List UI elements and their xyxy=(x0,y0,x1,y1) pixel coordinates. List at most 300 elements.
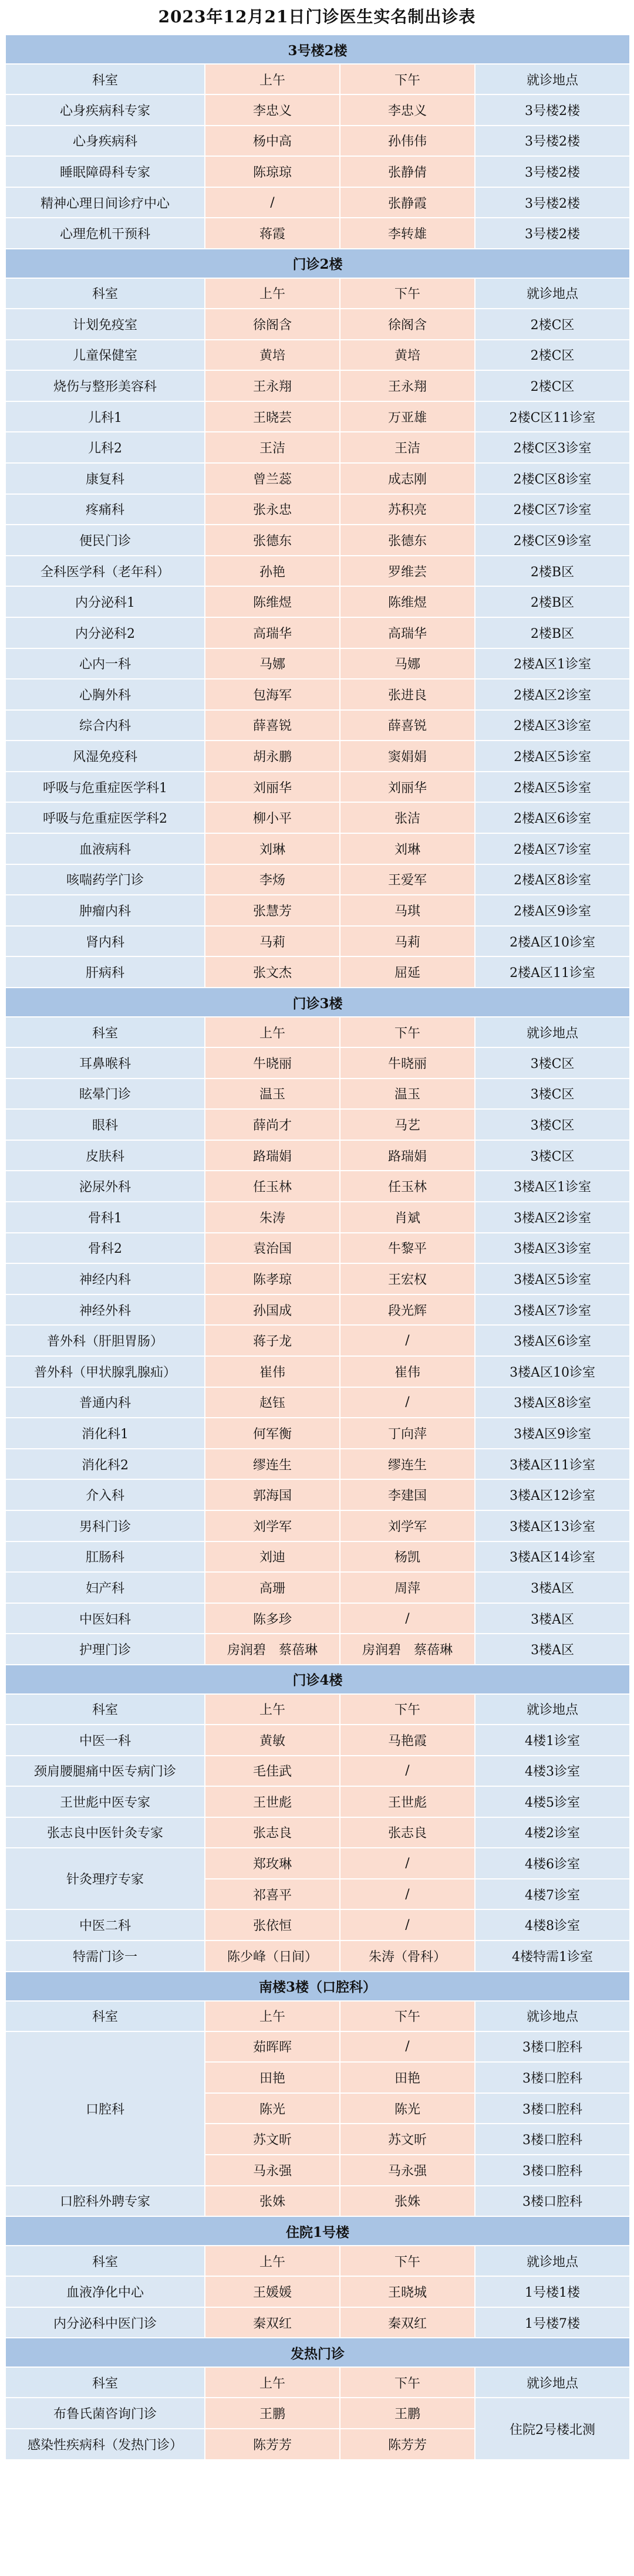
table-row xyxy=(5,126,630,157)
header-dept: 科室 xyxy=(5,2246,205,2276)
location-cell: 3号楼2楼 xyxy=(475,94,630,126)
header-am: 上午 xyxy=(205,2246,340,2276)
location-cell: 4楼8诊室 xyxy=(475,1909,630,1941)
location-cell: 2楼A区8诊室 xyxy=(475,864,630,895)
pm-doctor-cell: 张进良 xyxy=(340,679,475,710)
department-cell: 中医一科 xyxy=(5,1725,205,1756)
page-title: 2023年12月21日门诊医生实名制出诊表 xyxy=(158,7,476,26)
pm-doctor-cell: 朱涛（骨科） xyxy=(340,1941,475,1972)
am-doctor-cell: 孙艳 xyxy=(205,556,340,587)
location-cell: 2楼A区7诊室 xyxy=(475,833,630,864)
department-cell: 咳喘药学门诊 xyxy=(5,864,205,895)
pm-doctor-cell: 缪连生 xyxy=(340,1449,475,1480)
column-header-row xyxy=(5,2367,630,2398)
am-doctor-cell: 王鹏 xyxy=(205,2398,340,2429)
header-dept: 科室 xyxy=(5,278,205,309)
table-row xyxy=(5,648,630,680)
am-doctor-cell: 张志良 xyxy=(205,1817,340,1848)
am-doctor-cell: 杨中高 xyxy=(205,126,340,157)
table-row xyxy=(5,1510,630,1541)
department-cell: 肾内科 xyxy=(5,926,205,957)
pm-doctor-cell: 孙伟伟 xyxy=(340,126,475,157)
department-cell: 中医妇科 xyxy=(5,1603,205,1634)
table-row xyxy=(5,1848,630,1879)
department-cell: 普外科（肝胆胃肠） xyxy=(5,1325,205,1356)
am-doctor-cell: 李炀 xyxy=(205,864,340,895)
header-pm: 下午 xyxy=(340,2001,475,2031)
am-doctor-cell: 陈光 xyxy=(205,2093,340,2124)
pm-doctor-cell: 路瑞娟 xyxy=(340,1140,475,1171)
section-title: 门诊3楼 xyxy=(5,988,630,1017)
location-cell: 4楼1诊室 xyxy=(475,1725,630,1756)
location-cell: 3楼口腔科 xyxy=(475,2124,630,2155)
am-doctor-cell: 薛喜锐 xyxy=(205,710,340,741)
pm-doctor-cell: 马永强 xyxy=(340,2155,475,2186)
am-doctor-cell: 路瑞娟 xyxy=(205,1140,340,1171)
pm-doctor-cell: / xyxy=(340,1756,475,1787)
header-location: 就诊地点 xyxy=(475,1694,630,1725)
header-am: 上午 xyxy=(205,2367,340,2398)
pm-doctor-cell: 陈维煜 xyxy=(340,586,475,617)
table-row xyxy=(5,1233,630,1264)
pm-doctor-cell: 秦双红 xyxy=(340,2307,475,2338)
table-row xyxy=(5,1356,630,1387)
department-cell: 肝病科 xyxy=(5,956,205,988)
location-cell: 3楼A区2诊室 xyxy=(475,1202,630,1233)
am-doctor-cell: 刘学军 xyxy=(205,1510,340,1541)
header-am: 上午 xyxy=(205,2001,340,2031)
am-doctor-cell: 马娜 xyxy=(205,648,340,680)
pm-doctor-cell: 王晓城 xyxy=(340,2276,475,2307)
header-location: 就诊地点 xyxy=(475,2367,630,2398)
pm-doctor-cell: 万亚雄 xyxy=(340,401,475,432)
department-cell: 男科门诊 xyxy=(5,1510,205,1541)
pm-doctor-cell: 窦娟娟 xyxy=(340,741,475,772)
department-cell: 风湿免疫科 xyxy=(5,741,205,772)
location-cell: 2楼A区1诊室 xyxy=(475,648,630,680)
table-row xyxy=(5,1634,630,1665)
table-row xyxy=(5,1418,630,1449)
department-cell: 烧伤与整形美容科 xyxy=(5,370,205,401)
pm-doctor-cell: 王洁 xyxy=(340,432,475,463)
am-doctor-cell: 崔伟 xyxy=(205,1356,340,1387)
column-header-row xyxy=(5,2246,630,2276)
department-cell: 血液净化中心 xyxy=(5,2276,205,2307)
pm-doctor-cell: 刘学军 xyxy=(340,1510,475,1541)
location-cell: 4楼7诊室 xyxy=(475,1879,630,1910)
pm-doctor-cell: / xyxy=(340,2031,475,2063)
table-row xyxy=(5,895,630,926)
am-doctor-cell: 朱涛 xyxy=(205,1202,340,1233)
am-doctor-cell: 王洁 xyxy=(205,432,340,463)
section-title-row xyxy=(5,249,630,278)
pm-doctor-cell: 张静霞 xyxy=(340,187,475,218)
schedule-table xyxy=(5,34,630,2460)
location-cell: 3楼A区9诊室 xyxy=(475,1418,630,1449)
department-cell: 全科医学科（老年科） xyxy=(5,556,205,587)
am-doctor-cell: 张德东 xyxy=(205,525,340,556)
table-row xyxy=(5,187,630,218)
pm-doctor-cell: / xyxy=(340,1603,475,1634)
table-row xyxy=(5,1479,630,1510)
am-doctor-cell: 马莉 xyxy=(205,926,340,957)
header-dept: 科室 xyxy=(5,2367,205,2398)
location-cell: 3楼A区7诊室 xyxy=(475,1294,630,1326)
department-cell: 血液病科 xyxy=(5,833,205,864)
column-header-row xyxy=(5,278,630,309)
location-cell: 2楼A区5诊室 xyxy=(475,741,630,772)
location-cell: 3楼A区5诊室 xyxy=(475,1263,630,1294)
table-row xyxy=(5,1941,630,1972)
am-doctor-cell: 薛尚才 xyxy=(205,1109,340,1140)
am-doctor-cell: 张文杰 xyxy=(205,956,340,988)
am-doctor-cell: 曾兰蕊 xyxy=(205,463,340,494)
header-am: 上午 xyxy=(205,1694,340,1725)
am-doctor-cell: 张姝 xyxy=(205,2186,340,2217)
table-row xyxy=(5,1263,630,1294)
header-pm: 下午 xyxy=(340,1017,475,1047)
section-title-row xyxy=(5,35,630,64)
pm-doctor-cell: 成志刚 xyxy=(340,463,475,494)
am-doctor-cell: 刘迪 xyxy=(205,1541,340,1573)
pm-doctor-cell: / xyxy=(340,1879,475,1910)
department-cell: 睡眠障碍科专家 xyxy=(5,156,205,187)
pm-doctor-cell: 屈延 xyxy=(340,956,475,988)
section-title-row xyxy=(5,988,630,1017)
table-row xyxy=(5,2031,630,2063)
pm-doctor-cell: 王爱军 xyxy=(340,864,475,895)
location-cell: 1号楼1楼 xyxy=(475,2276,630,2307)
section-title: 住院1号楼 xyxy=(5,2216,630,2246)
location-cell: 2楼C区 xyxy=(475,340,630,371)
am-doctor-cell: 孙国成 xyxy=(205,1294,340,1326)
department-cell: 骨科1 xyxy=(5,1202,205,1233)
location-cell: 2楼A区10诊室 xyxy=(475,926,630,957)
department-cell: 泌尿外科 xyxy=(5,1171,205,1202)
am-doctor-cell: 张慧芳 xyxy=(205,895,340,926)
header-location: 就诊地点 xyxy=(475,2001,630,2031)
am-doctor-cell: 刘丽华 xyxy=(205,772,340,803)
pm-doctor-cell: 丁向萍 xyxy=(340,1418,475,1449)
pm-doctor-cell: 李忠义 xyxy=(340,94,475,126)
department-cell: 心内一科 xyxy=(5,648,205,680)
am-doctor-cell: 蒋霞 xyxy=(205,218,340,249)
section-title: 门诊4楼 xyxy=(5,1665,630,1694)
header-am: 上午 xyxy=(205,278,340,309)
department-cell: 消化科1 xyxy=(5,1418,205,1449)
location-cell: 2楼A区3诊室 xyxy=(475,710,630,741)
pm-doctor-cell: 王世彪 xyxy=(340,1786,475,1817)
table-row xyxy=(5,156,630,187)
location-cell: 3号楼2楼 xyxy=(475,156,630,187)
department-cell: 消化科2 xyxy=(5,1449,205,1480)
department-cell: 颈肩腰腿痛中医专病门诊 xyxy=(5,1756,205,1787)
am-doctor-cell: 包海军 xyxy=(205,679,340,710)
header-pm: 下午 xyxy=(340,64,475,94)
department-cell: 内分泌科2 xyxy=(5,617,205,648)
location-cell: 3楼口腔科 xyxy=(475,2062,630,2093)
table-row xyxy=(5,741,630,772)
location-cell: 3楼A区8诊室 xyxy=(475,1387,630,1418)
column-header-row xyxy=(5,1694,630,1725)
department-cell: 特需门诊一 xyxy=(5,1941,205,1972)
department-cell: 普外科（甲状腺乳腺疝） xyxy=(5,1356,205,1387)
department-cell: 普通内科 xyxy=(5,1387,205,1418)
am-doctor-cell: 牛晓丽 xyxy=(205,1047,340,1079)
pm-doctor-cell: 张姝 xyxy=(340,2186,475,2217)
location-cell: 2楼C区3诊室 xyxy=(475,432,630,463)
table-row xyxy=(5,94,630,126)
table-row xyxy=(5,1909,630,1941)
department-cell: 内分泌科1 xyxy=(5,586,205,617)
table-row xyxy=(5,710,630,741)
table-row xyxy=(5,340,630,371)
header-pm: 下午 xyxy=(340,1694,475,1725)
am-doctor-cell: 张永忠 xyxy=(205,494,340,525)
location-cell: 2楼A区11诊室 xyxy=(475,956,630,988)
am-doctor-cell: 何军衡 xyxy=(205,1418,340,1449)
am-doctor-cell: 张依恒 xyxy=(205,1909,340,1941)
header-pm: 下午 xyxy=(340,278,475,309)
table-row xyxy=(5,1541,630,1573)
table-row xyxy=(5,1603,630,1634)
header-pm: 下午 xyxy=(340,2246,475,2276)
am-doctor-cell: 秦双红 xyxy=(205,2307,340,2338)
header-location: 就诊地点 xyxy=(475,2246,630,2276)
location-cell: 3楼口腔科 xyxy=(475,2155,630,2186)
pm-doctor-cell: 田艳 xyxy=(340,2062,475,2093)
am-doctor-cell: 陈孝琼 xyxy=(205,1263,340,1294)
pm-doctor-cell: 刘琳 xyxy=(340,833,475,864)
department-cell: 口腔科 xyxy=(5,2031,205,2186)
table-row xyxy=(5,1109,630,1140)
header-location: 就诊地点 xyxy=(475,278,630,309)
location-cell: 3号楼2楼 xyxy=(475,218,630,249)
pm-doctor-cell: 李转雄 xyxy=(340,218,475,249)
section-title-row xyxy=(5,2338,630,2367)
department-cell: 呼吸与危重症医学科1 xyxy=(5,772,205,803)
pm-doctor-cell: / xyxy=(340,1387,475,1418)
am-doctor-cell: 陈维煜 xyxy=(205,586,340,617)
am-doctor-cell: 缪连生 xyxy=(205,1449,340,1480)
table-row xyxy=(5,926,630,957)
department-cell: 疼痛科 xyxy=(5,494,205,525)
pm-doctor-cell: 段光辉 xyxy=(340,1294,475,1326)
pm-doctor-cell: 李建国 xyxy=(340,1479,475,1510)
table-row xyxy=(5,2276,630,2307)
pm-doctor-cell: / xyxy=(340,1325,475,1356)
pm-doctor-cell: 杨凯 xyxy=(340,1541,475,1573)
department-cell: 肛肠科 xyxy=(5,1541,205,1573)
section-title: 南楼3楼（口腔科） xyxy=(5,1972,630,2001)
column-header-row xyxy=(5,1017,630,1047)
location-cell: 2楼C区 xyxy=(475,370,630,401)
section-title: 3号楼2楼 xyxy=(5,35,630,64)
location-cell: 3楼C区 xyxy=(475,1079,630,1110)
header-pm: 下午 xyxy=(340,2367,475,2398)
location-cell: 2楼B区 xyxy=(475,617,630,648)
am-doctor-cell: 柳小平 xyxy=(205,802,340,833)
table-row xyxy=(5,1325,630,1356)
am-doctor-cell: 陈多珍 xyxy=(205,1603,340,1634)
table-row xyxy=(5,1171,630,1202)
pm-doctor-cell: 肖斌 xyxy=(340,1202,475,1233)
location-cell: 2楼C区11诊室 xyxy=(475,401,630,432)
department-cell: 皮肤科 xyxy=(5,1140,205,1171)
header-dept: 科室 xyxy=(5,1694,205,1725)
department-cell: 便民门诊 xyxy=(5,525,205,556)
location-cell: 3楼A区3诊室 xyxy=(475,1233,630,1264)
department-cell: 计划免疫室 xyxy=(5,309,205,340)
table-row xyxy=(5,1756,630,1787)
location-cell: 3楼A区1诊室 xyxy=(475,1171,630,1202)
am-doctor-cell: 徐阁含 xyxy=(205,309,340,340)
table-row xyxy=(5,956,630,988)
pm-doctor-cell: / xyxy=(340,1848,475,1879)
am-doctor-cell: 王世彪 xyxy=(205,1786,340,1817)
location-cell: 2楼C区 xyxy=(475,309,630,340)
am-doctor-cell: 陈琼琼 xyxy=(205,156,340,187)
header-location: 就诊地点 xyxy=(475,64,630,94)
location-cell: 3楼口腔科 xyxy=(475,2031,630,2063)
department-cell: 心胸外科 xyxy=(5,679,205,710)
department-cell: 儿科2 xyxy=(5,432,205,463)
pm-doctor-cell: 黄培 xyxy=(340,340,475,371)
table-row xyxy=(5,617,630,648)
pm-doctor-cell: 任玉林 xyxy=(340,1171,475,1202)
department-cell: 康复科 xyxy=(5,463,205,494)
location-cell: 4楼2诊室 xyxy=(475,1817,630,1848)
location-cell: 3楼A区6诊室 xyxy=(475,1325,630,1356)
department-cell: 妇产科 xyxy=(5,1572,205,1603)
department-cell: 神经外科 xyxy=(5,1294,205,1326)
am-doctor-cell: 陈少峰（日间） xyxy=(205,1941,340,1972)
pm-doctor-cell: 罗维芸 xyxy=(340,556,475,587)
table-row xyxy=(5,1572,630,1603)
am-doctor-cell: 马永强 xyxy=(205,2155,340,2186)
pm-doctor-cell: 徐阁含 xyxy=(340,309,475,340)
location-cell: 3楼A区 xyxy=(475,1572,630,1603)
location-cell: 住院2号楼北测 xyxy=(475,2398,630,2459)
table-row xyxy=(5,2186,630,2217)
table-row xyxy=(5,494,630,525)
pm-doctor-cell: 周萍 xyxy=(340,1572,475,1603)
am-doctor-cell: 李忠义 xyxy=(205,94,340,126)
location-cell: 4楼3诊室 xyxy=(475,1756,630,1787)
location-cell: 2楼C区9诊室 xyxy=(475,525,630,556)
am-doctor-cell: 胡永鹏 xyxy=(205,741,340,772)
location-cell: 3楼口腔科 xyxy=(475,2186,630,2217)
section-title-row xyxy=(5,1972,630,2001)
department-cell: 心身疾病科专家 xyxy=(5,94,205,126)
location-cell: 3号楼2楼 xyxy=(475,126,630,157)
department-cell: 肿瘤内科 xyxy=(5,895,205,926)
am-doctor-cell: 任玉林 xyxy=(205,1171,340,1202)
department-cell: 眩晕门诊 xyxy=(5,1079,205,1110)
table-row xyxy=(5,679,630,710)
table-row xyxy=(5,1294,630,1326)
department-cell: 布鲁氏菌咨询门诊 xyxy=(5,2398,205,2429)
table-row xyxy=(5,1140,630,1171)
pm-doctor-cell: 马娜 xyxy=(340,648,475,680)
section-title: 门诊2楼 xyxy=(5,249,630,278)
table-row xyxy=(5,432,630,463)
department-cell: 口腔科外聘专家 xyxy=(5,2186,205,2217)
location-cell: 3楼A区 xyxy=(475,1634,630,1665)
pm-doctor-cell: 苏文昕 xyxy=(340,2124,475,2155)
pm-doctor-cell: 王鹏 xyxy=(340,2398,475,2429)
pm-doctor-cell: 张静倩 xyxy=(340,156,475,187)
location-cell: 2楼B区 xyxy=(475,586,630,617)
column-header-row xyxy=(5,64,630,94)
department-cell: 护理门诊 xyxy=(5,1634,205,1665)
location-cell: 3楼A区10诊室 xyxy=(475,1356,630,1387)
am-doctor-cell: 田艳 xyxy=(205,2062,340,2093)
am-doctor-cell: 刘琳 xyxy=(205,833,340,864)
table-row xyxy=(5,864,630,895)
location-cell: 4楼6诊室 xyxy=(475,1848,630,1879)
department-cell: 骨科2 xyxy=(5,1233,205,1264)
department-cell: 王世彪中医专家 xyxy=(5,1786,205,1817)
pm-doctor-cell: 薛喜锐 xyxy=(340,710,475,741)
table-row xyxy=(5,1079,630,1110)
department-cell: 中医二科 xyxy=(5,1909,205,1941)
department-cell: 综合内科 xyxy=(5,710,205,741)
department-cell: 呼吸与危重症医学科2 xyxy=(5,802,205,833)
department-cell: 心身疾病科 xyxy=(5,126,205,157)
table-row xyxy=(5,309,630,340)
pm-doctor-cell: 房润碧 蔡蓓琳 xyxy=(340,1634,475,1665)
location-cell: 2楼C区7诊室 xyxy=(475,494,630,525)
pm-doctor-cell: 温玉 xyxy=(340,1079,475,1110)
table-row xyxy=(5,772,630,803)
header-dept: 科室 xyxy=(5,1017,205,1047)
header-am: 上午 xyxy=(205,1017,340,1047)
table-row xyxy=(5,218,630,249)
location-cell: 3楼A区13诊室 xyxy=(475,1510,630,1541)
table-row xyxy=(5,1817,630,1848)
department-cell: 内分泌科中医门诊 xyxy=(5,2307,205,2338)
pm-doctor-cell: 张志良 xyxy=(340,1817,475,1848)
table-row xyxy=(5,401,630,432)
header-dept: 科室 xyxy=(5,64,205,94)
location-cell: 3楼口腔科 xyxy=(475,2093,630,2124)
section-title-row xyxy=(5,2216,630,2246)
pm-doctor-cell: 牛晓丽 xyxy=(340,1047,475,1079)
am-doctor-cell: 王媛媛 xyxy=(205,2276,340,2307)
header-location: 就诊地点 xyxy=(475,1017,630,1047)
column-header-row xyxy=(5,2001,630,2031)
pm-doctor-cell: 张德东 xyxy=(340,525,475,556)
pm-doctor-cell: 苏积亮 xyxy=(340,494,475,525)
pm-doctor-cell: 张洁 xyxy=(340,802,475,833)
am-doctor-cell: 毛佳武 xyxy=(205,1756,340,1787)
department-cell: 精神心理日间诊疗中心 xyxy=(5,187,205,218)
location-cell: 3楼A区 xyxy=(475,1603,630,1634)
table-row xyxy=(5,586,630,617)
header-dept: 科室 xyxy=(5,2001,205,2031)
am-doctor-cell: 赵钰 xyxy=(205,1387,340,1418)
pm-doctor-cell: 马莉 xyxy=(340,926,475,957)
am-doctor-cell: 房润碧 蔡蓓琳 xyxy=(205,1634,340,1665)
department-cell: 介入科 xyxy=(5,1479,205,1510)
pm-doctor-cell: 马艳霞 xyxy=(340,1725,475,1756)
table-row xyxy=(5,1725,630,1756)
table-row xyxy=(5,1202,630,1233)
location-cell: 2楼A区6诊室 xyxy=(475,802,630,833)
table-row xyxy=(5,802,630,833)
location-cell: 2楼C区8诊室 xyxy=(475,463,630,494)
